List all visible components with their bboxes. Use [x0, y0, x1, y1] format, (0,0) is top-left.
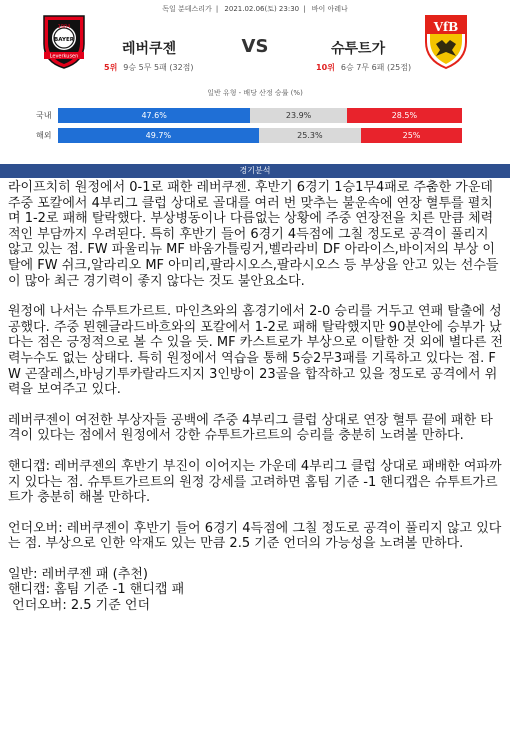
match-header [0, 0, 510, 100]
analysis-paragraph: 레버쿠젠이 여전한 부상자들 공백에 주중 4부리그 클럽 상대로 연장 혈투 끝에 패한 타격이 있다는 점에서 원정에서 강한 슈투트가르트의 승리를 충분히 노려볼 만하다. [8, 412, 493, 444]
bar-loss-segment: 25% [361, 128, 462, 143]
analysis-paragraph: 라이프치히 원정에서 0-1로 패한 레버쿠젠. 후반기 6경기 1승1무4패로 주춤한 가운데 주중 포칼에서 4부리그 클럽 상대로 골대를 여러 번 맞추는 불운속에 연장 혈투를 펼치며 1-2로 패해 탈락했다. 부상병동이나 다름없는 상황에 주중 연장전을 치른 만큼 체력적인 부담까지 우려된다. 특히 후반기 들어 6경기 4득점에 그칠 정도로 공격이 풀리지 않고 있는 점. FW 파울리뉴 MF 바움가틀링거,벨라라비 DF 아라이스,바이저의 부상 이탈에 FW 쉬크,알라리오 MF 아미리,팔라시오스,팔라시오스 등 부상을 안고 있는 선수들이 많아 최근 경기력이 좋지 않다는 것도 불안요소다. [8, 180, 499, 289]
bar-row-label: 국내 [36, 111, 52, 120]
bar-draw-segment: 23.9% [250, 108, 347, 123]
pick-line: 핸디캡: 홈팀 기준 -1 핸디캡 패 [8, 582, 185, 598]
away-record: 6승 7무 6패 (25점) [340, 63, 412, 72]
analysis-paragraph: 핸디캡: 레버쿠젠의 후반기 부진이 이어지는 가운데 4부리그 클럽 상대로 패배한 여파까지 있다는 점. 슈투트가르트의 원정 강세를 고려하면 홈팀 기준 -1 핸디캡은 슈투트가르트가 충분히 해볼 만하다. [8, 458, 502, 506]
crest-vfb: VfB [433, 20, 459, 34]
analysis-section-title: 경기분석 [0, 164, 510, 178]
bar-row-overseas [0, 128, 510, 143]
analysis-paragraph: 원정에 나서는 슈투트가르트. 마인츠와의 홈경기에서 2-0 승리를 거두고 연패 탈출에 성공했다. 주중 묀헨글라드바흐와의 포칼에서 1-2로 패해 탈락했지만 90분안에 승부가 났다는 점은 긍정적으로 볼 수 있을 듯. MF 카스트로가 부상으로 이탈한 것 외에 별다른 전력누수도 없는 상태다. 특히 원정에서 역습을 통해 5승2무3패를 기록하고 있다는 점. FW 곤잘레스,바닝기투카랄라드지지 3인방이 23골을 합작하고 있을 정도로 공격에서 위력을 보여주고 있다. [8, 304, 504, 398]
home-team-rank [104, 62, 194, 73]
bar-loss-segment: 28.5% [347, 108, 462, 123]
crest-leverkusen: Leverkusen [49, 53, 79, 60]
match-meta: 독일 분데스리가 | 2021.02.06(토) 23:30 | 바이 아레나 [0, 4, 510, 14]
away-rank-position: 10위 [316, 63, 335, 72]
win-rate-title: 일반 유형 - 배당 산정 승률 (%) [207, 89, 303, 97]
analysis-paragraph: 언더오버: 레버쿠젠이 후반기 들어 6경기 4득점에 그칠 정도로 공격이 풀리지 않고 있다는 점. 부상으로 인한 악재도 있는 만큼 2.5 기준 언더의 가능성을 노려볼 만하다. [8, 520, 502, 552]
league-name: 독일 분데스리가 [162, 5, 212, 13]
pick-line: 언더오버: 2.5 기준 언더 [8, 598, 151, 614]
pick-line: 일반: 레버쿠젠 패 (추천) [8, 566, 148, 582]
home-record: 9승 5무 5패 (32점) [123, 63, 194, 72]
analysis-article [8, 180, 504, 614]
vs-label: VS [241, 36, 269, 57]
bar-row-domestic [0, 108, 510, 123]
bar-draw-segment: 25.3% [259, 128, 361, 143]
crest-bayer: BAYER [54, 37, 74, 43]
bar-row-label: 해외 [36, 131, 52, 140]
venue-name: 바이 아레나 [311, 5, 348, 13]
match-datetime: 2021.02.06(토) 23:30 [224, 5, 300, 13]
bar-win-segment: 47.6% [58, 108, 250, 123]
home-team-name: 레버쿠젠 [122, 41, 177, 57]
away-team-name: 슈투트가 [331, 41, 386, 57]
away-team-rank [316, 62, 411, 73]
bar-win-segment: 49.7% [58, 128, 259, 143]
home-rank-position: 5위 [104, 63, 118, 72]
crest-year: 1904 [57, 24, 71, 30]
